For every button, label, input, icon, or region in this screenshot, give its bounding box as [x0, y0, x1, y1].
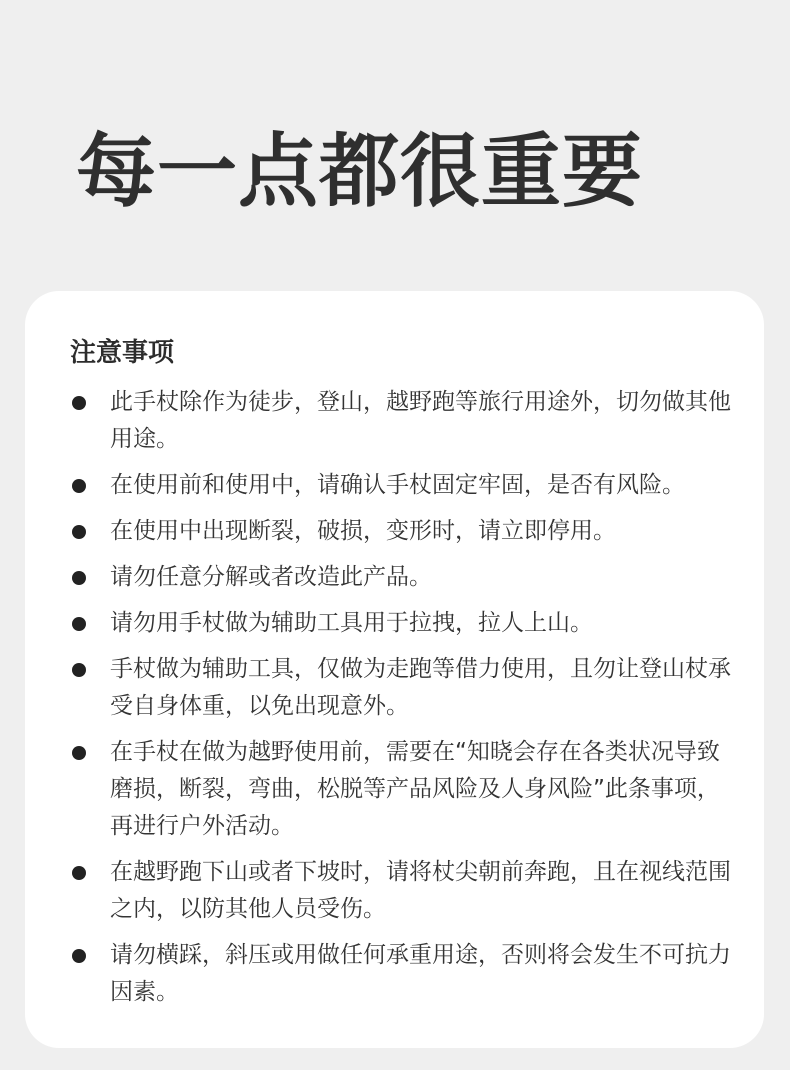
notice-item — [25, 605, 764, 642]
notice-item-text: 请勿任意分解或者改造此产品。 — [110, 564, 432, 590]
notice-item-text: 请勿用手杖做为辅助工具用于拉拽，拉人上山。 — [110, 610, 593, 636]
notice-item — [25, 937, 764, 1011]
bullet-dot-icon — [72, 866, 86, 880]
bullet-dot-icon — [72, 571, 86, 585]
notice-item — [25, 467, 764, 504]
notice-item-text: 此手杖除作为徒步，登山，越野跑等旅行用途外，切勿做其他用途。 — [110, 389, 731, 452]
notice-item — [25, 651, 764, 725]
bullet-dot-icon — [72, 663, 86, 677]
notice-item-text: 在使用中出现断裂，破损，变形时，请立即停用。 — [110, 518, 616, 544]
bullet-dot-icon — [72, 617, 86, 631]
bullet-dot-icon — [72, 746, 86, 760]
notice-item-text: 在手杖在做为越野使用前，需要在“知晓会存在各类状况导致磨损，断裂，弯曲，松脱等产品风险及人身风险”此条事项，再进行户外活动。 — [110, 739, 720, 839]
notice-list — [25, 384, 764, 1020]
bullet-dot-icon — [72, 479, 86, 493]
notice-item — [25, 734, 764, 845]
bullet-dot-icon — [72, 525, 86, 539]
page-title: 每一点都很重要 — [76, 125, 643, 218]
notice-item — [25, 384, 764, 458]
notice-item-text: 请勿横踩，斜压或用做任何承重用途，否则将会发生不可抗力因素。 — [110, 942, 731, 1005]
notice-item — [25, 513, 764, 550]
notice-item-text: 手杖做为辅助工具，仅做为走跑等借力使用，且勿让登山杖承受自身体重，以免出现意外。 — [110, 656, 731, 719]
notice-item — [25, 559, 764, 596]
notice-item-text: 在越野跑下山或者下坡时，请将杖尖朝前奔跑，且在视线范围之内，以防其他人员受伤。 — [110, 859, 731, 922]
notice-item-text: 在使用前和使用中，请确认手杖固定牢固，是否有风险。 — [110, 472, 685, 498]
notice-heading: 注意事项 — [70, 338, 175, 368]
bullet-dot-icon — [72, 396, 86, 410]
notice-card — [25, 291, 764, 1048]
notice-item — [25, 854, 764, 928]
bullet-dot-icon — [72, 949, 86, 963]
